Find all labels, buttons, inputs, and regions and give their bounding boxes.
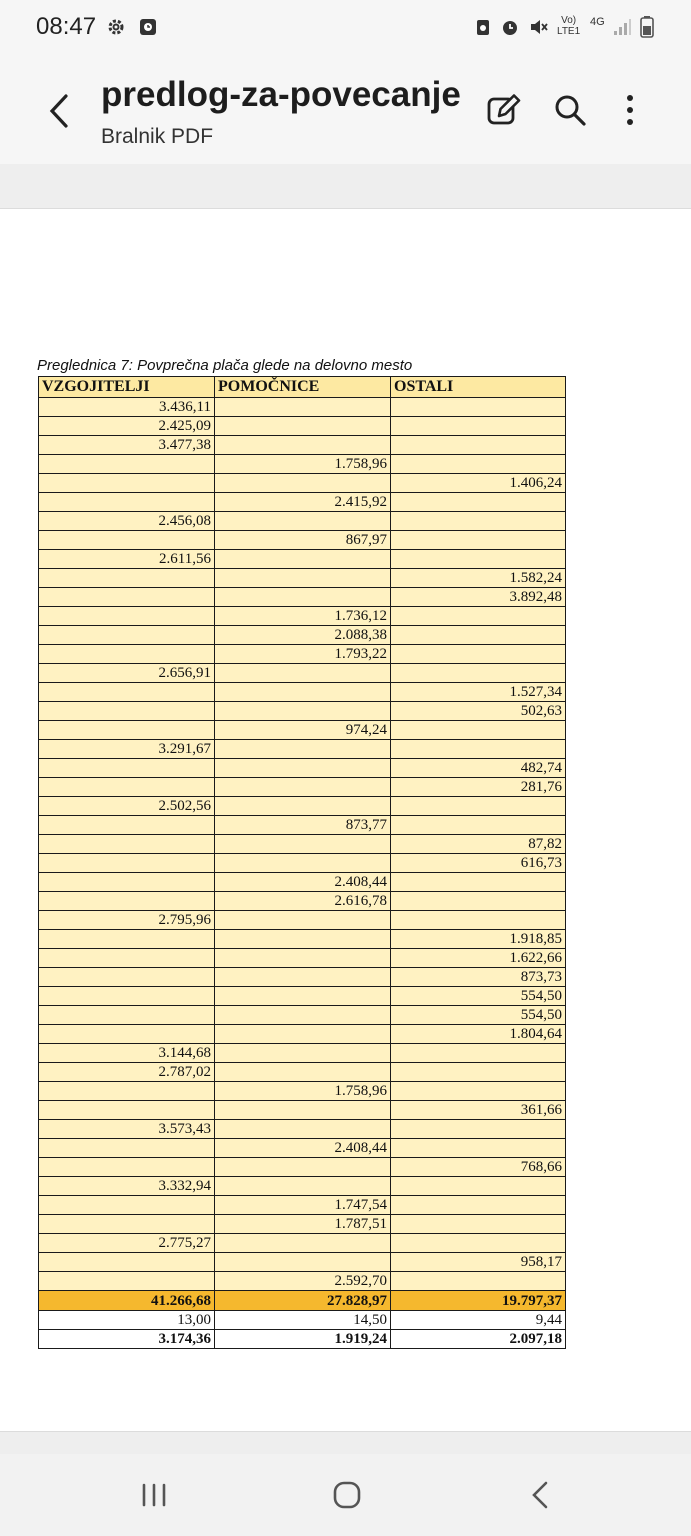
table-cell: [39, 835, 215, 854]
table-cell: 361,66: [391, 1101, 566, 1120]
table-cell: 482,74: [391, 759, 566, 778]
table-cell: [391, 873, 566, 892]
table-row: [39, 778, 566, 797]
table-cell: [215, 1253, 391, 1272]
table-cell: 1.758,96: [215, 455, 391, 474]
averages-row: [39, 1330, 566, 1349]
table-cell: 958,17: [391, 1253, 566, 1272]
table-cell: [39, 1215, 215, 1234]
app-name: Bralnik PDF: [101, 125, 214, 148]
volte-top: Vo): [561, 15, 577, 26]
table-cell: [39, 1139, 215, 1158]
table-cell: [215, 1234, 391, 1253]
alarm-icon: [500, 16, 520, 38]
table-cell: [215, 1006, 391, 1025]
table-cell: 873,77: [215, 816, 391, 835]
table-cell: [391, 436, 566, 455]
table-cell: [215, 1158, 391, 1177]
table-cell: 2.088,38: [215, 626, 391, 645]
table-cell: [215, 968, 391, 987]
table-cell: [215, 987, 391, 1006]
app-bar: [0, 58, 691, 165]
table-row: [39, 607, 566, 626]
table-row: [39, 645, 566, 664]
table-cell: [39, 683, 215, 702]
table-cell: [39, 1253, 215, 1272]
table-cell: [215, 683, 391, 702]
table-cell: 2.787,02: [39, 1063, 215, 1082]
table-cell: [39, 1158, 215, 1177]
table-cell: 2.408,44: [215, 873, 391, 892]
table-row: [39, 417, 566, 436]
table-row: [39, 1253, 566, 1272]
table-cell: 1.747,54: [215, 1196, 391, 1215]
table-cell: 502,63: [391, 702, 566, 721]
table-row: [39, 512, 566, 531]
count-cell: 9,44: [391, 1311, 566, 1330]
table-cell: [39, 873, 215, 892]
table-cell: [39, 930, 215, 949]
table-cell: [39, 987, 215, 1006]
edit-icon[interactable]: [483, 90, 523, 130]
table-row: [39, 1044, 566, 1063]
table-cell: 3.332,94: [39, 1177, 215, 1196]
average-cell: 2.097,18: [391, 1330, 566, 1349]
table-row: [39, 474, 566, 493]
table-cell: [215, 835, 391, 854]
table-cell: [39, 1101, 215, 1120]
table-row: [39, 1006, 566, 1025]
table-cell: [39, 645, 215, 664]
table-cell: [215, 1044, 391, 1063]
count-cell: 14,50: [215, 1311, 391, 1330]
table-cell: 1.787,51: [215, 1215, 391, 1234]
table-cell: 3.573,43: [39, 1120, 215, 1139]
table-row: [39, 930, 566, 949]
table-cell: 2.616,78: [215, 892, 391, 911]
table-row: [39, 702, 566, 721]
table-cell: 3.144,68: [39, 1044, 215, 1063]
table-row: [39, 398, 566, 417]
gear-icon: [106, 16, 126, 38]
home-icon[interactable]: [327, 1478, 367, 1512]
table-row: [39, 1101, 566, 1120]
signal-icon: [612, 16, 632, 38]
table-cell: [391, 1234, 566, 1253]
table-cell: [39, 1272, 215, 1291]
volte-bottom: LTE1: [557, 26, 581, 37]
table-cell: 1.582,24: [391, 569, 566, 588]
table-row: [39, 892, 566, 911]
table-cell: [215, 474, 391, 493]
table-row: [39, 588, 566, 607]
table-cell: [215, 854, 391, 873]
table-cell: [391, 1063, 566, 1082]
table-cell: [215, 778, 391, 797]
table-cell: [215, 1025, 391, 1044]
table-cell: 867,97: [215, 531, 391, 550]
table-row: [39, 493, 566, 512]
table-row: [39, 1158, 566, 1177]
document-title: predlog-za-povecanje: [101, 75, 461, 114]
table-cell: 2.775,27: [39, 1234, 215, 1253]
table-cell: [39, 721, 215, 740]
table-cell: 3.436,11: [39, 398, 215, 417]
more-vert-icon[interactable]: [610, 90, 650, 130]
table-cell: [391, 1044, 566, 1063]
table-cell: 1.758,96: [215, 1082, 391, 1101]
table-cell: [391, 911, 566, 930]
table-row: [39, 531, 566, 550]
table-cell: [215, 702, 391, 721]
table-cell: [391, 816, 566, 835]
table-cell: 87,82: [391, 835, 566, 854]
table-row: [39, 1177, 566, 1196]
table-cell: 2.611,56: [39, 550, 215, 569]
status-bar: [0, 0, 691, 58]
table-cell: [391, 455, 566, 474]
table-cell: [215, 949, 391, 968]
table-cell: [215, 398, 391, 417]
table-cell: [215, 436, 391, 455]
total-cell: 27.828,97: [215, 1291, 391, 1311]
table-cell: 616,73: [391, 854, 566, 873]
table-cell: 1.736,12: [215, 607, 391, 626]
table-cell: [215, 759, 391, 778]
table-cell: [39, 854, 215, 873]
recent-apps-icon[interactable]: [134, 1478, 174, 1512]
table-caption: Preglednica 7: Povprečna plača glede na delovno mesto: [37, 357, 413, 374]
table-cell: 554,50: [391, 987, 566, 1006]
table-cell: [391, 1196, 566, 1215]
average-cell: 1.919,24: [215, 1330, 391, 1349]
table-cell: 1.622,66: [391, 949, 566, 968]
table-row: [39, 626, 566, 645]
table-cell: [39, 702, 215, 721]
table-row: [39, 436, 566, 455]
table-row: [39, 987, 566, 1006]
table-cell: 2.408,44: [215, 1139, 391, 1158]
table-cell: [391, 398, 566, 417]
table-cell: [391, 721, 566, 740]
table-row: [39, 1139, 566, 1158]
table-cell: [215, 512, 391, 531]
header-ostali: OSTALI: [391, 377, 566, 398]
table-cell: 554,50: [391, 1006, 566, 1025]
table-cell: [391, 1082, 566, 1101]
table-cell: [391, 797, 566, 816]
table-cell: [215, 740, 391, 759]
mute-icon: [528, 16, 548, 38]
table-cell: 3.892,48: [391, 588, 566, 607]
back-arrow-icon[interactable]: [40, 88, 80, 134]
table-row: [39, 683, 566, 702]
table-cell: [215, 911, 391, 930]
table-cell: [39, 474, 215, 493]
table-row: [39, 797, 566, 816]
table-cell: 2.415,92: [215, 493, 391, 512]
table-row: [39, 835, 566, 854]
count-cell: 13,00: [39, 1311, 215, 1330]
table-row: [39, 1120, 566, 1139]
table-cell: [39, 1196, 215, 1215]
table-cell: [39, 531, 215, 550]
table-row: [39, 1272, 566, 1291]
table-cell: [215, 588, 391, 607]
table-cell: [39, 455, 215, 474]
table-row: [39, 569, 566, 588]
table-row: [39, 968, 566, 987]
table-row: [39, 721, 566, 740]
table-cell: [391, 626, 566, 645]
header-pomocnice: POMOČNICE: [215, 377, 391, 398]
table-cell: [215, 664, 391, 683]
table-cell: [215, 1177, 391, 1196]
table-cell: [391, 512, 566, 531]
table-cell: [391, 892, 566, 911]
table-row: [39, 854, 566, 873]
table-row: [39, 911, 566, 930]
table-cell: [215, 569, 391, 588]
table-cell: [39, 759, 215, 778]
table-row: [39, 1082, 566, 1101]
table-cell: [391, 740, 566, 759]
table-cell: 2.795,96: [39, 911, 215, 930]
table-row: [39, 1196, 566, 1215]
table-cell: [391, 550, 566, 569]
table-cell: 2.656,91: [39, 664, 215, 683]
table-header-row: [39, 377, 566, 398]
table-cell: 281,76: [391, 778, 566, 797]
table-cell: [39, 1025, 215, 1044]
table-row: [39, 740, 566, 759]
table-cell: [391, 645, 566, 664]
table-cell: 768,66: [391, 1158, 566, 1177]
table-cell: 1.918,85: [391, 930, 566, 949]
table-cell: [39, 607, 215, 626]
totals-row: [39, 1291, 566, 1311]
table-cell: [391, 664, 566, 683]
total-cell: 41.266,68: [39, 1291, 215, 1311]
table-cell: [391, 1177, 566, 1196]
table-body: [39, 398, 566, 1291]
table-cell: 1.406,24: [391, 474, 566, 493]
table-cell: [215, 1120, 391, 1139]
table-cell: [39, 892, 215, 911]
table-cell: [39, 816, 215, 835]
table-row: [39, 1025, 566, 1044]
data-type-label: 4G: [590, 16, 605, 28]
table-row: [39, 455, 566, 474]
table-cell: 2.425,09: [39, 417, 215, 436]
table-row: [39, 1234, 566, 1253]
table-cell: 1.804,64: [391, 1025, 566, 1044]
table-row: [39, 664, 566, 683]
salary-table: [38, 376, 566, 1349]
table-cell: [391, 607, 566, 626]
table-cell: [215, 417, 391, 436]
table-cell: [215, 1101, 391, 1120]
table-row: [39, 550, 566, 569]
table-row: [39, 949, 566, 968]
table-cell: [39, 1082, 215, 1101]
table-cell: [39, 1006, 215, 1025]
table-row: [39, 816, 566, 835]
table-cell: 2.456,08: [39, 512, 215, 531]
search-icon[interactable]: [550, 90, 590, 130]
table-row: [39, 873, 566, 892]
battery-icon: [640, 16, 654, 38]
table-cell: [39, 968, 215, 987]
table-cell: [215, 550, 391, 569]
table-cell: 3.477,38: [39, 436, 215, 455]
table-cell: [391, 1120, 566, 1139]
table-cell: 873,73: [391, 968, 566, 987]
table-cell: [39, 626, 215, 645]
pdf-page[interactable]: [0, 208, 691, 1432]
table-cell: [391, 531, 566, 550]
table-row: [39, 1063, 566, 1082]
back-icon[interactable]: [521, 1478, 561, 1512]
table-cell: [39, 778, 215, 797]
status-time: 08:47: [36, 13, 97, 40]
table-cell: [391, 493, 566, 512]
table-cell: 3.291,67: [39, 740, 215, 759]
table-cell: 974,24: [215, 721, 391, 740]
table-cell: [391, 1139, 566, 1158]
table-cell: [39, 949, 215, 968]
table-cell: [391, 1272, 566, 1291]
table-cell: 2.502,56: [39, 797, 215, 816]
clock-app-icon: [138, 16, 158, 38]
table-cell: 2.592,70: [215, 1272, 391, 1291]
volte-label: [557, 15, 580, 37]
table-cell: [215, 930, 391, 949]
counts-row: [39, 1311, 566, 1330]
header-vzgojitelji: VZGOJITELJI: [39, 377, 215, 398]
table-cell: [215, 797, 391, 816]
table-cell: [391, 417, 566, 436]
table-cell: [215, 1063, 391, 1082]
recycle-icon: [473, 16, 493, 38]
pdf-viewer[interactable]: [0, 164, 691, 1454]
table-cell: [39, 569, 215, 588]
table-row: [39, 1215, 566, 1234]
table-cell: [39, 588, 215, 607]
table-row: [39, 759, 566, 778]
table-cell: [39, 493, 215, 512]
average-cell: 3.174,36: [39, 1330, 215, 1349]
system-nav-bar: [0, 1454, 691, 1536]
table-cell: 1.527,34: [391, 683, 566, 702]
table-cell: [391, 1215, 566, 1234]
total-cell: 19.797,37: [391, 1291, 566, 1311]
table-cell: 1.793,22: [215, 645, 391, 664]
